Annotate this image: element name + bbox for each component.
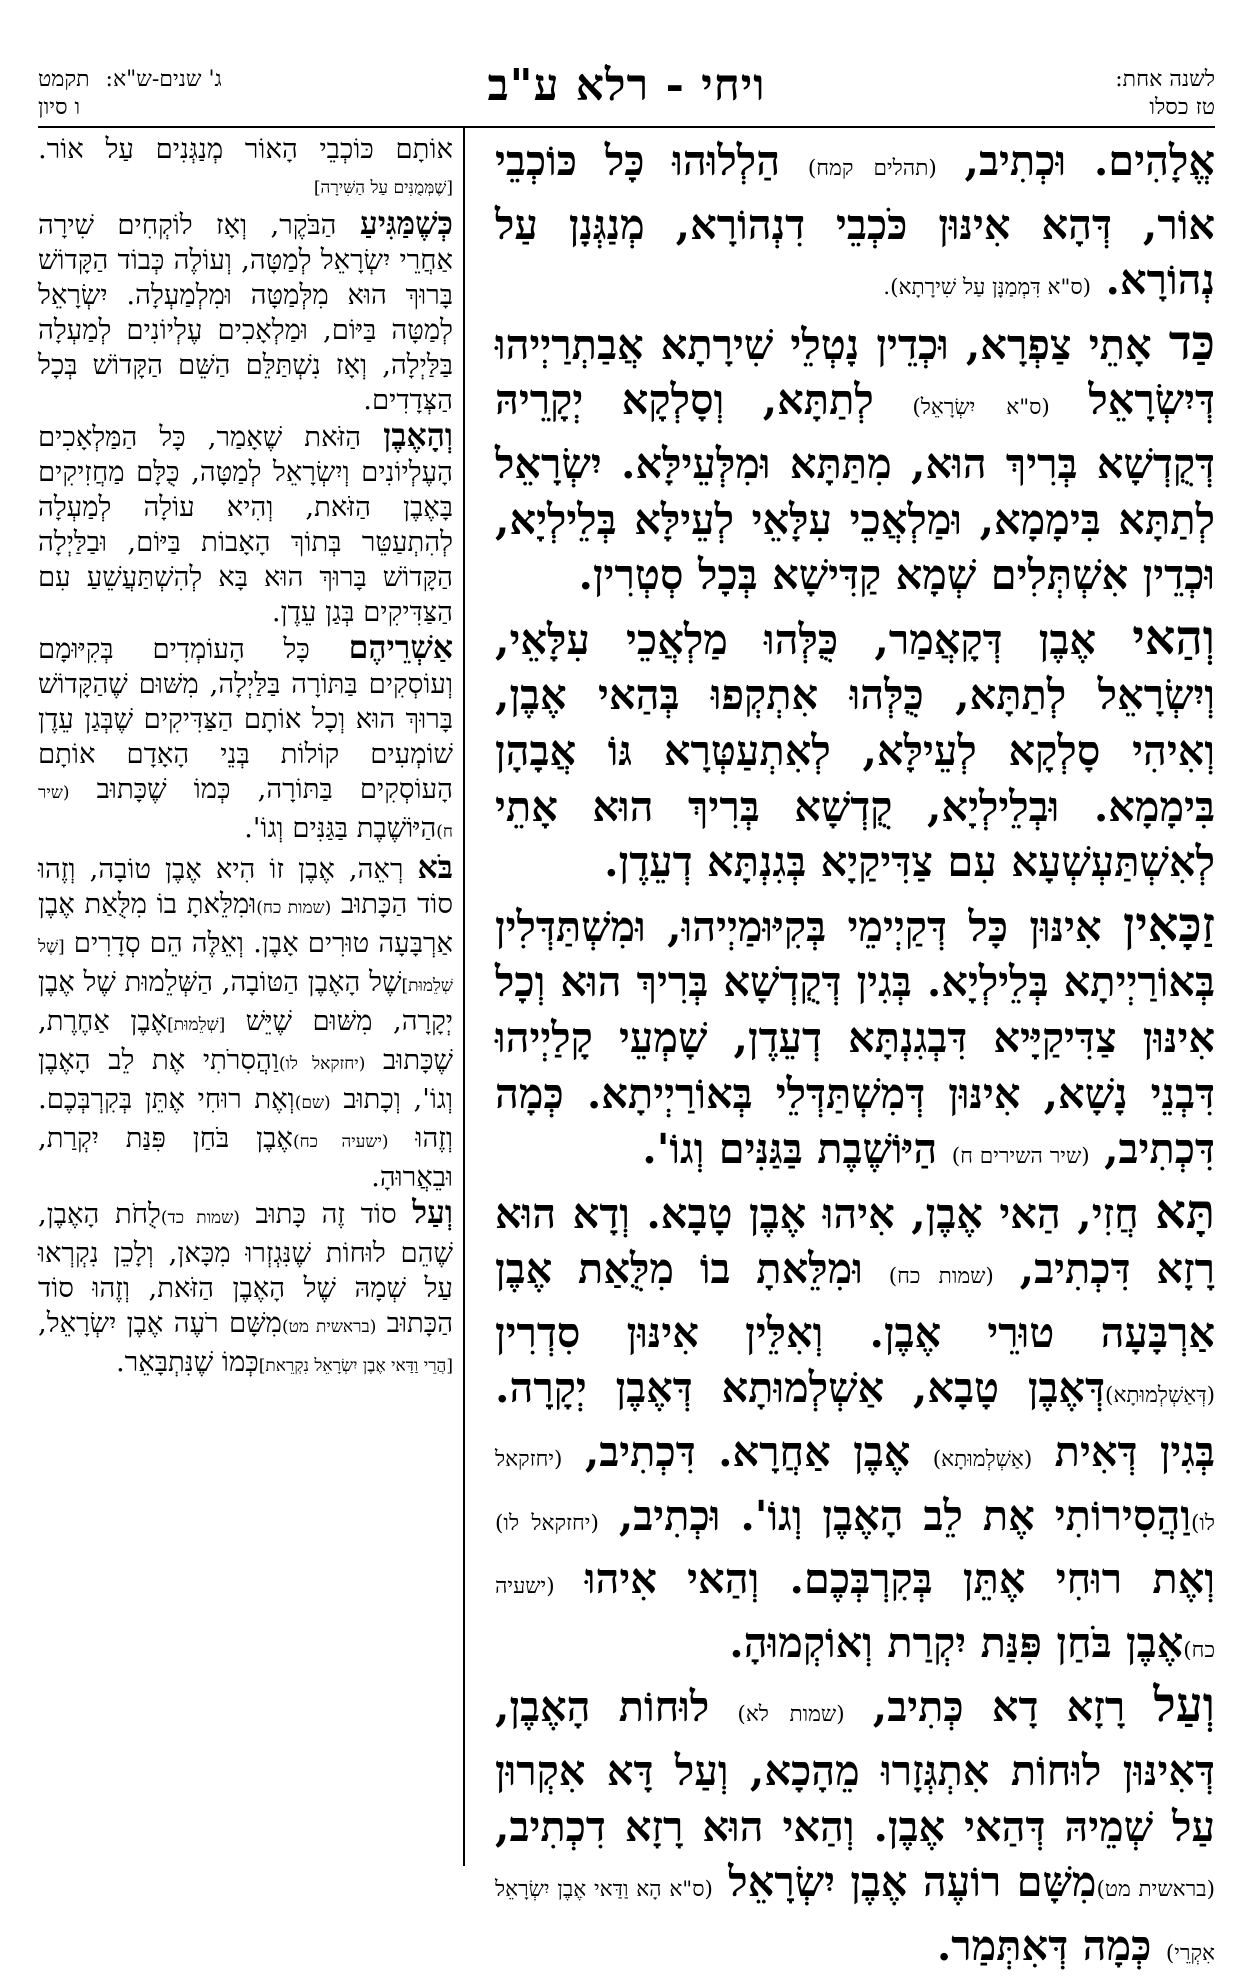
paragraph-text: דְּאֶבֶן טָבָא, אַשְׁלְמוּתָא דְּאֶבֶן יְקָרָה. בְּגִין דְּאִית xyxy=(495,1363,1215,1477)
header-date: ו סיון xyxy=(38,95,81,120)
translation-paragraph xyxy=(38,850,453,1195)
paragraph-lead-word: תָּא xyxy=(1155,1183,1215,1240)
paragraph-text: אֶבֶן דְּקָאֲמַר, כֻּלְּהוּ מַלְאֲכֵי עִלָּאֵי, וְיִשְׂרָאֵל לְתַתָּא, כֻּלְּהוּ אִתְקְפוּ בְּהַאי אֶבֶן, וְאִיהִי סָלְקָא לְעֵילָּא, לְאִתְעַטְּרָא גּוֹ אֲבָהָן בִּימָמָא. וּבְלֵילְיָא, קֻדְשָׁא בְּרִיךְ הוּא אָתֵי לְאִשְׁתַּעְשְׁעָא עִם צַדִּיקַיָא בְּגִנְתָּא דְעֵדֶן. xyxy=(495,614,1215,887)
main-paragraph xyxy=(495,1678,1215,1981)
main-paragraph xyxy=(495,132,1215,316)
paragraph-lead-word: כְּשֶׁמַּגִּיעַ xyxy=(359,205,453,242)
paragraph-text: הַיּוֹשֶׁבֶת בַּגַּנִּים וְגוֹ'. xyxy=(244,812,437,844)
paragraph-text: הַלְלוּהוּ כָּל כּוֹכְבֵי אוֹר, דְּהָא אִינּוּן כֹּכְבֵי דִנְהוֹרָא, מְנַגְּנָן עַל נְהוֹרָא. xyxy=(495,136,1215,305)
header-years-label: ג' שנים-ש"א: xyxy=(105,67,222,92)
header-page-number: תקמט xyxy=(38,67,90,92)
paragraph-lead-word: אַשְׁרֵיהֶם xyxy=(348,629,453,666)
paragraph-text: כְּמוֹ שֶׁנִּתְבָּאֵר. xyxy=(116,1346,259,1378)
paragraph-text: אִינּוּן כָּל דְּקַיְימֵי בְּקִיּוּמַיְיהוּ, וּמִשְׁתַּדְּלִין בְּאוֹרַיְיתָא בְּלֵילְיָא. בְּגִין דְּקֻדְשָׁא בְּרִיךְ הוּא וְכָל אִינּוּן צַדִּיקַיָּיא דִּבְגִנְתָּא דְעֵדֶן, שָׁמְעֵי קָלַיְיהוּ דִּבְנֵי נָשָׁא, אִינּוּן דְּמִשְׁתַּדְּלֵי בְּאוֹרַיְיתָא. כְּמָה דִּכְתִיב, xyxy=(495,901,1215,1174)
main-paragraph xyxy=(495,1185,1215,1679)
source-reference: (דְּאַשְׁלְמוּתָא) xyxy=(1105,1383,1215,1409)
paragraph-lead-word: וְעַל xyxy=(412,1194,453,1231)
source-reference: (יחזקאל לו) xyxy=(495,1510,599,1536)
paragraph-text: אֶבֶן בֹּחַן פִּנַּת יִקְרַת וְאוֹקְמוּהָ. xyxy=(729,1617,1184,1667)
paragraph-text: וַהֲסִרֹתִי אֶת לֵב הָאֶבֶן וְגוֹ', וְכָתוּב xyxy=(38,1044,453,1115)
paragraph-text: לֻחֹת הָאֶבֶן, שֶׁהֵם לוּחוֹת שֶׁנִּגְזְרוּ מִכָּאן, וְלָכֵן נִקְרְאוּ עַל שְׁמָהּ שֶׁל הָאֶבֶן הַזֹּאת, וְזֶהוּ סוֹד הַכָּתוּב xyxy=(38,1198,454,1339)
paragraph-text: מִשָּׁם רוֹעֶה אֶבֶן יִשְׂרָאֵל xyxy=(712,1857,1097,1907)
translation-paragraph xyxy=(38,418,453,630)
page-title: ויחי - רלא ע"ב xyxy=(487,60,766,111)
paragraph-text: שֶׁל הָאֶבֶן הַטּוֹבָה, הַשְּׁלֵמוּת שֶׁל אֶבֶן יְקָרָה, מִשּׁוּם שֶׁיֵּשׁ xyxy=(38,966,453,1037)
source-reference: (יחזקאל לו) xyxy=(495,1447,1215,1536)
main-paragraph xyxy=(495,316,1215,611)
header-right xyxy=(1115,66,1215,122)
translation-paragraph xyxy=(38,206,453,418)
paragraph-text: רְאֵה, אֶבֶן זוֹ הִיא אֶבֶן טוֹבָה, וְזֶהוּ סוֹד הַכָּתוּב xyxy=(38,853,453,920)
source-reference: (שם) xyxy=(294,1093,331,1113)
source-reference: (יחזקאל לו) xyxy=(278,1054,366,1074)
page-header xyxy=(38,60,1215,128)
main-paragraph xyxy=(495,611,1215,898)
column-divider xyxy=(463,126,465,1866)
paragraph-lead-word: וְהָאֶבֶן xyxy=(383,417,453,454)
paragraph-text: וְאֶת רוּחִי אֶתֵּן בְּקִרְבְּכֶם. וְהַאי אִיהוּ xyxy=(554,1554,1215,1604)
source-reference: (שיר השירים ח) xyxy=(951,1144,1090,1170)
paragraph-lead-word: וְעַל xyxy=(1153,1677,1215,1734)
paragraph-text: חֲזִי, הַאי אֶבֶן, אִיהוּ אֶבֶן טָבָא. וְדָא הוּא רָזָא דִּכְתִיב, xyxy=(495,1188,1215,1294)
source-reference: (בראשית מט) xyxy=(1096,1877,1215,1903)
paragraph-text: אֶבֶן בֹּחַן פִּנַּת יִקְרַת, וּבֵאֲרוּהָ. xyxy=(38,1122,453,1193)
translation-paragraph xyxy=(38,132,453,206)
source-reference: [שֶׁמְּמֻנִּים עַל הַשִּׁירָה] xyxy=(313,178,453,198)
main-paragraph xyxy=(495,898,1215,1185)
source-reference: (אַשְׁלְמוּתָא) xyxy=(932,1447,1033,1473)
source-reference: (תהלים קמח) xyxy=(807,156,937,181)
paragraph-text: אֶבֶן אַחֲרָא. דִּכְתִיב, xyxy=(562,1427,933,1477)
source-reference: (שמות לא) xyxy=(737,1702,845,1728)
source-reference: (ישעיה כח) xyxy=(292,1132,389,1152)
paragraph-text: וְאֶת רוּחִי אֶתֵּן בְּקִרְבְּכֶם. וְזֶהוּ xyxy=(38,1083,453,1154)
header-divider xyxy=(38,126,1215,128)
paragraph-text: סוֹד זֶה כָּתוּב xyxy=(239,1198,413,1230)
header-schedule-label: לשנה אחת: xyxy=(1115,67,1215,92)
source-reference: (ס"א דִּמְמַנָּן עַל שִׁירָתָא). xyxy=(883,275,1092,301)
paragraph-text: לְתַתָּא, וְסָלְקָא יְקָרֵיהּ דְּקֻדְשָׁא בְּרִיךְ הוּא, מִתַּתָּא וּמִלְּעֵילָּא. יִשְׂרָאֵל לְתַתָּא בִּימָמָא, וּמַלְאֲכֵי עִלָּאֵי לְעֵילָּא בְּלֵילְיָא, וּכְדֵין אִשְׁתְּלִים שְׁמָא קַדִּישָׁא בְּכָל סְטְרִין. xyxy=(495,375,1215,600)
source-reference: (ס"א הָא וַדַּאי אֶבֶן יִשְׂרָאֵל אִקְרֵי) xyxy=(495,1877,1215,1966)
source-reference: (בראשית מט) xyxy=(281,1317,377,1337)
source-reference: [הֲרֵי וַדַּאי אֶבֶן יִשְׂרָאֵל נִקְרֵאת] xyxy=(258,1356,453,1376)
paragraph-text: וּמִלֵּאתָ בוֹ מִלֻּאַת אֶבֶן אַרְבָּעָה טוּרֵי אֶבֶן. וְאִלֵּין אִינּוּן סִדְרִין xyxy=(495,1244,1215,1357)
paragraph-text: מִשָּׁם רֹעֶה אֶבֶן יִשְׂרָאֵל, xyxy=(38,1307,282,1339)
translation-paragraph xyxy=(38,1195,453,1384)
translation-paragraph xyxy=(38,630,453,850)
hebrew-translation-column xyxy=(38,132,453,1862)
source-reference: (שמות כח) xyxy=(256,898,332,918)
header-hebrew-date: טז כסלו xyxy=(1149,95,1215,120)
source-reference: (שמות כד) xyxy=(160,1208,240,1228)
paragraph-lead-word: וְהַאי xyxy=(1132,609,1215,666)
paragraph-text: אוֹתָם כּוֹכְבֵי הָאוֹר מְנַגְּנִים עַל אוֹר. xyxy=(38,133,453,165)
paragraph-text: כְּמָה דְּאִתְּמַר. xyxy=(936,1920,1166,1970)
paragraph-text: אֱלָהִים. וּכְתִיב, xyxy=(936,136,1216,185)
source-reference: (שיר ח) xyxy=(38,783,453,842)
paragraph-text: אֶבֶן אַחֶרֶת, שֶׁכָּתוּב xyxy=(38,1005,454,1076)
paragraph-text: אָתֵי צַפְרָא, וּכְדֵין נָטְלֵי שִׁירָתָא אֲבַתְרַיְיהוּ דְּיִשְׂרָאֵל xyxy=(495,319,1215,425)
header-left xyxy=(38,66,222,122)
paragraph-text: וַהֲסִירוֹתִי אֶת לֵב הָאֶבֶן וְגוֹ'. וּכְתִיב, xyxy=(598,1490,1191,1540)
source-reference: (ס"א יִשְׂרָאֵל) xyxy=(912,395,1050,421)
source-reference: [שְׁלֵמוּת] xyxy=(167,1015,226,1035)
paragraph-text: כָּל הָעוֹמְדִים בְּקִיּוּמָם וְעוֹסְקִים בַּתּוֹרָה בַּלַּיְלָה, מִשּׁוּם שֶׁהַקָּדוֹשׁ בָּרוּךְ הוּא וְכָל אוֹתָם הַצַּדִּיקִים שֶׁבְּגַן עֵדֶן שׁוֹמְעִים קוֹלוֹת בְּנֵי הָאָדָם אוֹתָם הָעוֹסְקִים בַּתּוֹרָה, כְּמוֹ שֶׁכָּתוּב xyxy=(38,633,453,805)
paragraph-lead-word: זַכָּאִין xyxy=(1123,896,1215,953)
source-reference: (שמות כח) xyxy=(888,1264,994,1290)
paragraph-text: לוּחוֹת הָאֶבֶן, דְּאִינּוּן לוּחוֹת אִתְגְּזָרוּ מֵהָכָא, וְעַל דָּא אִקְרוּן עַל שְׁמֵיהּ דְּהַאי אֶבֶן. וְהַאי הוּא רָזָא דִכְתִיב, xyxy=(495,1682,1215,1851)
source-reference: (ישעיה כח) xyxy=(495,1574,1215,1663)
paragraph-text: רָזָא דָא כְּתִיב, xyxy=(844,1682,1154,1732)
paragraph-lead-word: כַּד xyxy=(1168,314,1215,371)
paragraph-lead-word: בֹּא xyxy=(417,849,453,886)
paragraph-text: הַיּוֹשֶׁבֶת בַּגַּנִּים וְגוֹ'. xyxy=(642,1124,952,1174)
aramaic-text-column xyxy=(495,132,1216,1970)
paragraph-text: הַבֹּקֶר, וְאָז לוֹקְחִים שִׁירָה אַחֲרֵי יִשְׂרָאֵל לְמַטָּה, וְעוֹלֶה כְּבוֹד הַקָּדוֹשׁ בָּרוּךְ הוּא מִלְּמַטָּה וּמִלְמַעְלָה. יִשְׂרָאֵל לְמַטָּה בַּיּוֹם, וּמַלְאָכִים עֶלְיוֹנִים לְמַעְלָה בַּלַּיְלָה, וְאָז נִשְׁתַּלֵּם הַשֵּׁם הַקָּדוֹשׁ בְּכָל הַצְּדָדִים. xyxy=(38,209,453,416)
paragraph-text: הַזֹּאת שֶׁאָמַר, כָּל הַמַּלְאָכִים הָעֶלְיוֹנִים וְיִשְׂרָאֵל לְמַטָּה, כֻּלָּם מַחֲזִיקִים בָּאֶבֶן הַזֹּאת, וְהִיא עוֹלָה לְמַעְלָה לְהִתְעַטֵּר בְּתוֹךְ הָאָבוֹת בַּיּוֹם, וּבַלַּיְלָה הַקָּדוֹשׁ בָּרוּךְ הוּא בָּא לְהִשְׁתַּעֲשֵׁעַ עִם הַצַּדִּיקִים בְּגַן עֵדֶן. xyxy=(38,421,453,628)
paragraph-text: וּמִלֵּאתָ בוֹ מִלֻּאַת אֶבֶן אַרְבָּעָה טוּרִים אָבֶן. וְאֵלֶּה הֵם סְדָרִים xyxy=(38,888,453,959)
source-reference: [שֶׁל שְׁלֵמוּת] xyxy=(38,937,453,996)
